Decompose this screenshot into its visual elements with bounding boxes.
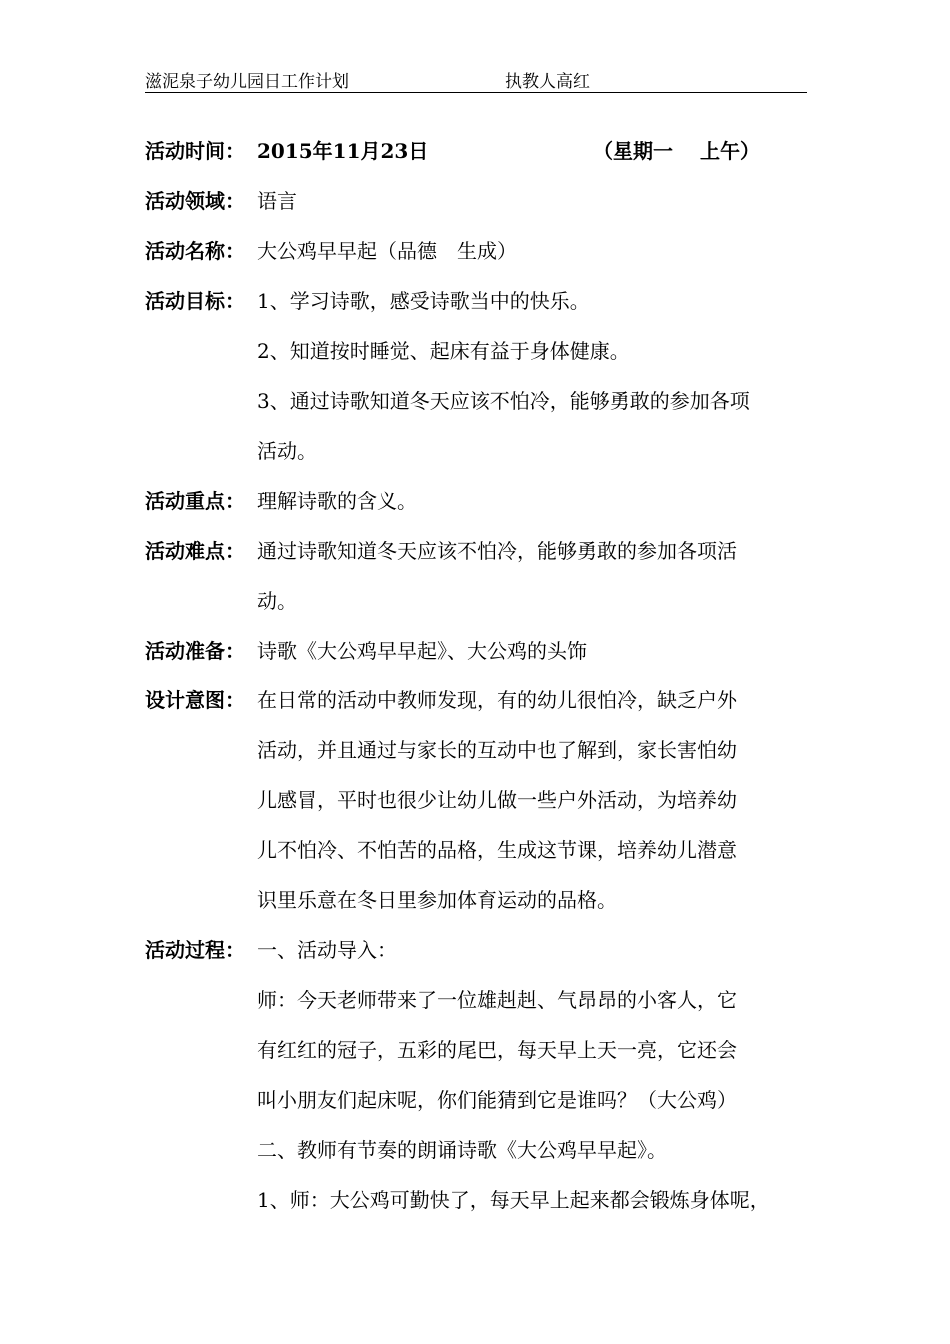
- label-design-intent: 设计意图：: [145, 688, 245, 712]
- page-header: [145, 72, 807, 93]
- process-line: 师：今天老师带来了一位雄赳赳、气昂昂的小客人，它: [257, 988, 737, 1012]
- process-line: 二、教师有节奏的朗诵诗歌《大公鸡早早起》。: [257, 1138, 667, 1162]
- activity-name-value: 大公鸡早早起（品德 生成）: [257, 239, 517, 263]
- goal-line: 2、知道按时睡觉、起床有益于身体健康。: [257, 339, 630, 363]
- activity-key-value: 理解诗歌的含义。: [257, 489, 417, 513]
- label-activity-field: 活动领域：: [145, 189, 245, 213]
- difficulty-line: 通过诗歌知道冬天应该不怕冷，能够勇敢的参加各项活: [257, 539, 737, 563]
- label-activity-name: 活动名称：: [145, 239, 245, 263]
- process-line: 叫小朋友们起床呢，你们能猜到它是谁吗？（大公鸡）: [257, 1088, 737, 1112]
- intent-line: 儿感冒，平时也很少让幼儿做一些户外活动，为培养幼: [257, 788, 737, 812]
- intent-line: 在日常的活动中教师发现，有的幼儿很怕冷，缺乏户外: [257, 688, 737, 712]
- label-activity-key: 活动重点：: [145, 489, 245, 513]
- header-school-plan-title: 滋泥泉子幼儿园日工作计划: [145, 72, 349, 92]
- activity-date: 2015年11月23日: [257, 139, 429, 163]
- difficulty-line: 动。: [257, 589, 297, 613]
- process-line: 有红红的冠子，五彩的尾巴，每天早上天一亮，它还会: [257, 1038, 737, 1062]
- process-line: 一、活动导入：: [257, 938, 397, 962]
- row-activity-time: [145, 138, 805, 164]
- label-activity-time: 活动时间：: [145, 139, 245, 163]
- goal-line: 活动。: [257, 439, 317, 463]
- label-activity-goals: 活动目标：: [145, 289, 245, 313]
- activity-prep-value: 诗歌《大公鸡早早起》、大公鸡的头饰: [257, 639, 587, 663]
- activity-weekday: （星期一 上午）: [593, 139, 760, 163]
- goal-line: 1、学习诗歌，感受诗歌当中的快乐。: [257, 289, 590, 313]
- intent-line: 识里乐意在冬日里参加体育运动的品格。: [257, 888, 617, 912]
- intent-line: 儿不怕冷、不怕苦的品格，生成这节课，培养幼儿潜意: [257, 838, 737, 862]
- process-line: 1、师：大公鸡可勤快了，每天早上起来都会锻炼身体呢，: [257, 1188, 770, 1212]
- goal-line: 3、通过诗歌知道冬天应该不怕冷，能够勇敢的参加各项: [257, 389, 750, 413]
- label-activity-process: 活动过程：: [145, 938, 245, 962]
- activity-field-value: 语言: [257, 189, 297, 213]
- intent-line: 活动，并且通过与家长的互动中也了解到，家长害怕幼: [257, 738, 737, 762]
- label-activity-prep: 活动准备：: [145, 639, 245, 663]
- header-teacher: 执教人高红: [505, 72, 590, 92]
- label-activity-difficulty: 活动难点：: [145, 539, 245, 563]
